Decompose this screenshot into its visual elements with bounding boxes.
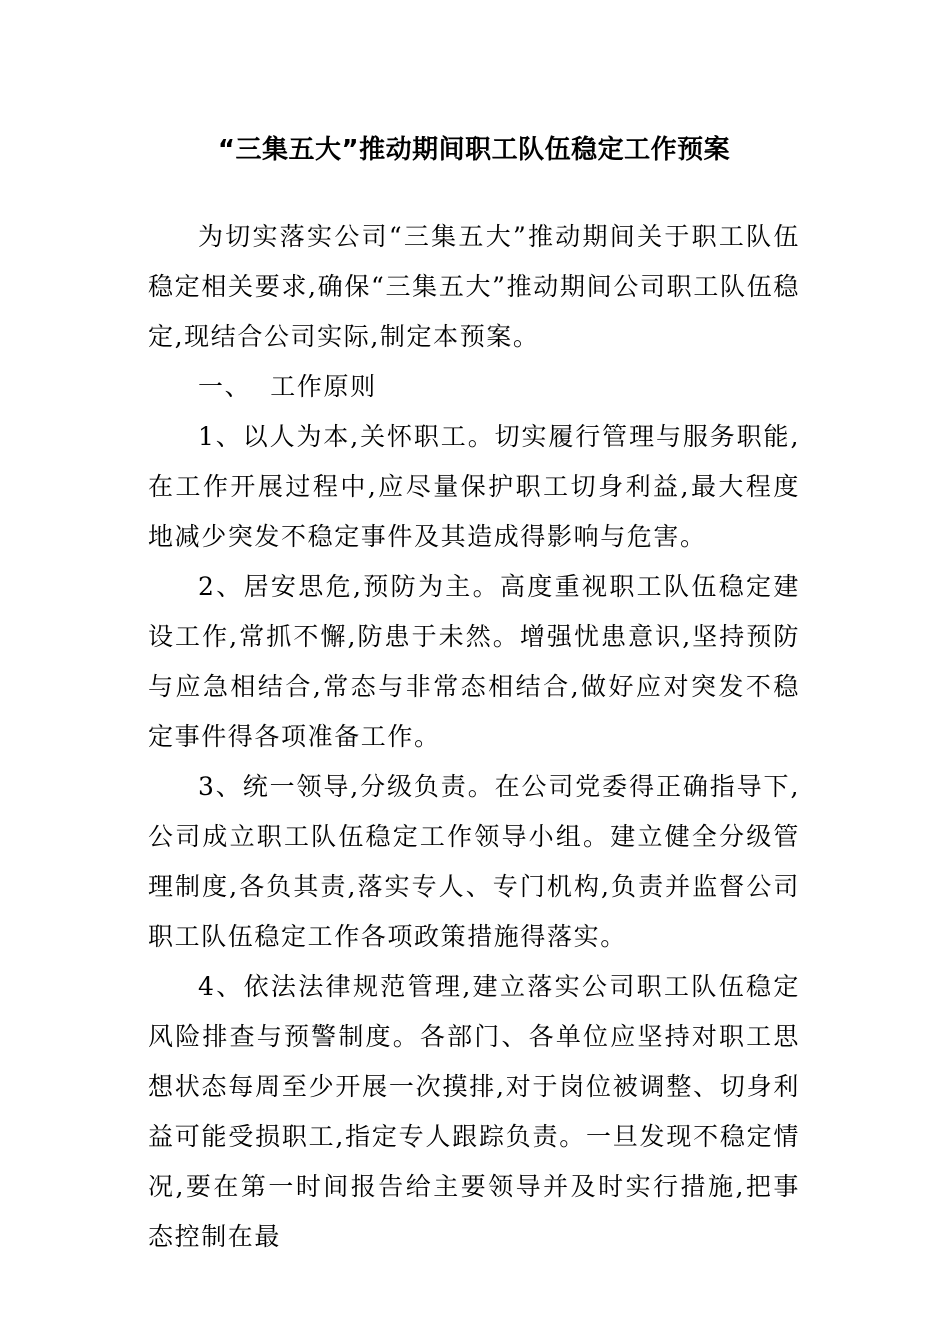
paragraph-principle-2: 2、居安思危,预防为主。高度重视职工队伍稳定建设工作,常抓不懈,防患于未然。增强忧患意识,坚持预防与应急相结合,常态与非常态相结合,做好应对突发不稳定事件得各项准备工作。: [148, 572, 800, 751]
paragraph-principle-1: 1、以人为本,关怀职工。切实履行管理与服务职能,在工作开展过程中,应尽量保护职工切身利益,最大程度地减少突发不稳定事件及其造成得影响与危害。: [148, 422, 800, 551]
paragraph-intro: 为切实落实公司“三集五大”推动期间关于职工队伍稳定相关要求,确保“三集五大”推动期间公司职工队伍稳定,现结合公司实际,制定本预案。: [148, 222, 800, 351]
paragraph-principle-4: 4、依法法律规范管理,建立落实公司职工队伍稳定风险排查与预警制度。各部门、各单位应坚持对职工思想状态每周至少开展一次摸排,对于岗位被调整、切身利益可能受损职工,指定专人跟踪负责。一旦发现不稳定情况,要在第一时间报告给主要领导并及时实行措施,把事态控制在最: [148, 972, 800, 1251]
document-title: “三集五大”推动期间职工队伍稳定工作预案: [217, 135, 731, 165]
section-heading-principles: 一、 工作原则: [198, 372, 377, 401]
paragraph-principle-3: 3、统一领导,分级负责。在公司党委得正确指导下,公司成立职工队伍稳定工作领导小组。建立健全分级管理制度,各负其责,落实专人、专门机构,负责并监督公司职工队伍稳定工作各项政策措施得落实。: [148, 772, 800, 951]
